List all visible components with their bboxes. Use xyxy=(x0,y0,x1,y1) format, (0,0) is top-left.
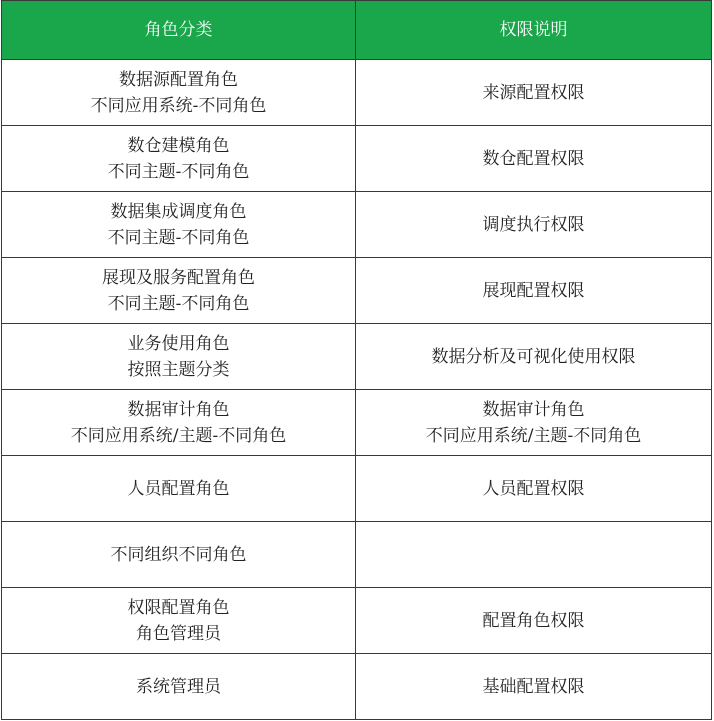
permission-description-cell xyxy=(356,126,712,192)
role-category-cell xyxy=(2,390,356,456)
role-category-text: 不同组织不同角色 xyxy=(110,544,247,565)
permission-description-text: 来源配置权限 xyxy=(482,82,585,103)
role-category-cell xyxy=(2,258,356,324)
table-row xyxy=(2,654,712,720)
table-header-row xyxy=(2,1,712,60)
permission-description-text: 数据分析及可视化使用权限 xyxy=(431,346,636,367)
table-row xyxy=(2,456,712,522)
role-category-cell xyxy=(2,654,356,720)
permission-description-cell xyxy=(356,588,712,654)
table-row xyxy=(2,60,712,126)
permission-description-cell xyxy=(356,456,712,522)
role-category-cell xyxy=(2,324,356,390)
role-category-text: 系统管理员 xyxy=(136,676,221,697)
table-row xyxy=(2,522,712,588)
table-row xyxy=(2,192,712,258)
role-category-text: 数仓建模角色 xyxy=(127,135,230,156)
permission-description-cell xyxy=(356,522,712,588)
permission-description-cell xyxy=(356,192,712,258)
permission-description-text: 不同应用系统/主题-不同角色 xyxy=(425,425,642,446)
permission-description-cell xyxy=(356,60,712,126)
role-category-text: 不同应用系统/主题-不同角色 xyxy=(70,425,287,446)
role-category-cell xyxy=(2,522,356,588)
role-category-text: 人员配置角色 xyxy=(127,478,230,499)
role-category-text: 数据审计角色 xyxy=(127,399,230,420)
role-category-text: 不同主题-不同角色 xyxy=(107,227,250,248)
permission-description-text: 调度执行权限 xyxy=(482,214,585,235)
permission-description-cell xyxy=(356,654,712,720)
role-category-text: 数据集成调度角色 xyxy=(110,201,247,222)
role-category-text: 不同主题-不同角色 xyxy=(107,161,250,182)
role-category-text: 按照主题分类 xyxy=(127,359,230,380)
role-category-cell xyxy=(2,588,356,654)
table-row xyxy=(2,126,712,192)
permission-description-cell xyxy=(356,324,712,390)
permission-description-text: 配置角色权限 xyxy=(482,610,585,631)
role-category-text: 展现及服务配置角色 xyxy=(102,267,255,288)
role-category-text: 数据源配置角色 xyxy=(119,69,238,90)
table-row xyxy=(2,390,712,456)
role-category-cell xyxy=(2,60,356,126)
permission-description-text: 人员配置权限 xyxy=(482,478,585,499)
header-permission-description: 权限说明 xyxy=(356,1,712,60)
table-body xyxy=(2,60,712,720)
permission-description-cell xyxy=(356,258,712,324)
role-category-text: 业务使用角色 xyxy=(127,333,230,354)
role-category-text: 不同主题-不同角色 xyxy=(107,293,250,314)
permission-description-text: 基础配置权限 xyxy=(482,676,585,697)
permission-description-text: 展现配置权限 xyxy=(482,280,585,301)
permission-description-text: 数仓配置权限 xyxy=(482,148,585,169)
header-role-category: 角色分类 xyxy=(2,1,356,60)
role-category-text: 权限配置角色 xyxy=(127,597,230,618)
role-category-text: 不同应用系统-不同角色 xyxy=(90,95,267,116)
role-category-cell xyxy=(2,192,356,258)
table-row xyxy=(2,588,712,654)
role-category-cell xyxy=(2,126,356,192)
permission-description-cell xyxy=(356,390,712,456)
permission-description-text: 数据审计角色 xyxy=(482,399,585,420)
role-category-text: 角色管理员 xyxy=(136,623,221,644)
table-row xyxy=(2,324,712,390)
role-category-cell xyxy=(2,456,356,522)
role-permission-table xyxy=(1,0,712,720)
table-row xyxy=(2,258,712,324)
